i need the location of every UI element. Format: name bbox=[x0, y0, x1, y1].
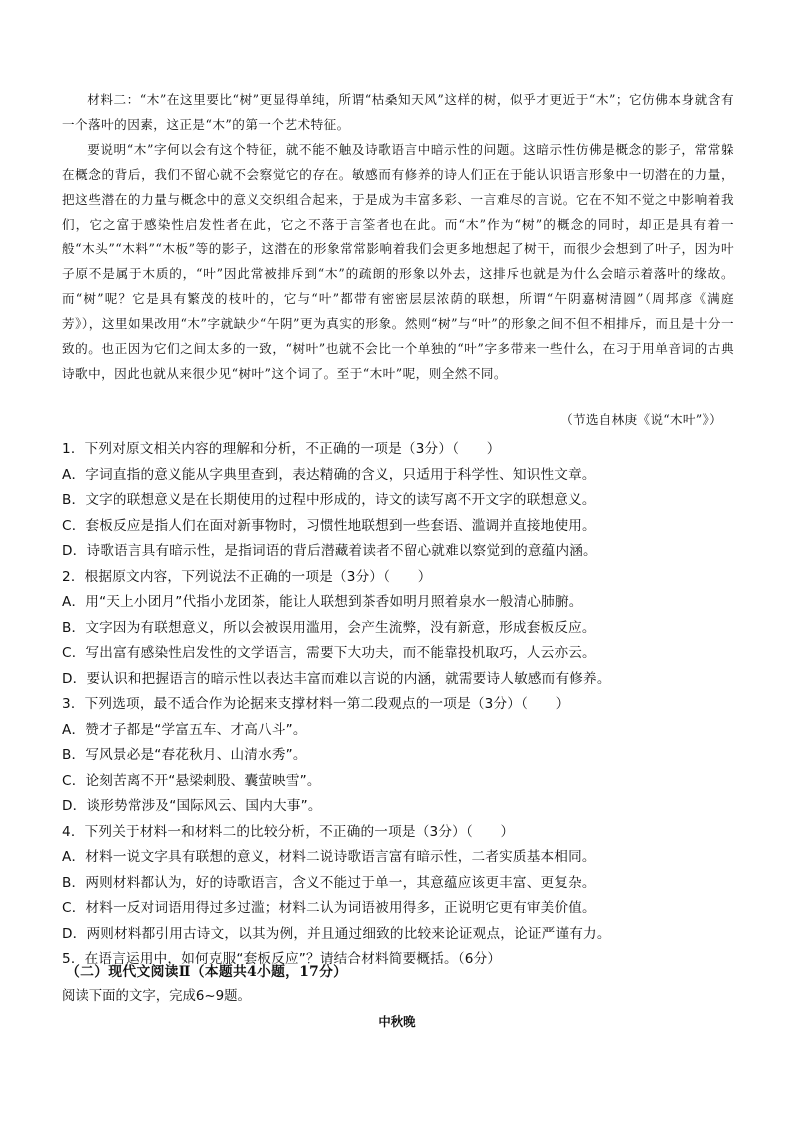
question-1-option-c: C．套板反应是指人们在面对新事物时，习惯性地联想到一些套语、滥调并直接地使用。 bbox=[62, 517, 596, 534]
question-4-option-b: B．两则材料都认为，好的诗歌语言，含义不能过于单一，其意蕴应该更丰富、更复杂。 bbox=[62, 874, 596, 891]
question-1-stem: 1．下列对原文相关内容的理解和分析，不正确的一项是（3分）（ ） bbox=[62, 441, 501, 457]
passage-paragraph: 材料二：“木”在这里要比“树”更显得单纯，所谓“枯桑知天风”这样的树，似乎才更近于“木”；它仿佛本身就含有一个落叶的因素，这正是“木”的第一个艺术特征。 bbox=[62, 92, 734, 132]
question-4-option-d: D．两则材料都引用古诗文，以其为例，并且通过细致的比较来论证观点，论证严谨有力。 bbox=[62, 925, 611, 942]
passage-source: （节选自林庚《说“木叶”》） bbox=[560, 412, 722, 427]
question-list bbox=[62, 437, 742, 973]
question-2-option-c: C．写出富有感染性启发性的文学语言，需要下大功夫，而不能靠投机取巧，人云亦云。 bbox=[62, 645, 596, 661]
reading-passage bbox=[62, 88, 734, 387]
question-5-stem: 5．在语言运用中，如何克服“套板反应”？请结合材料简要概括。（6分） bbox=[62, 951, 502, 967]
question-2-option-b: B．文字因为有联想意义，所以会被误用滥用，会产生流弊，没有新意，形成套板反应。 bbox=[62, 619, 596, 636]
question-3-option-b: B．写风景必是“春花秋月、山清水秀”。 bbox=[62, 747, 307, 763]
question-4-stem: 4．下列关于材料一和材料二的比较分析，不正确的一项是（3分）（ ） bbox=[62, 823, 515, 840]
question-3-option-c: C．论刻苦离不开“悬梁刺股、囊萤映雪”。 bbox=[62, 772, 321, 789]
question-2-option-d: D．要认识和把握语言的暗示性以表达丰富而难以言说的内涵，就需要诗人敏感而有修养。 bbox=[62, 670, 611, 687]
question-3-stem: 3．下列选项，最不适合作为论据来支撑材料一第二段观点的一项是（3分）（ ） bbox=[62, 696, 570, 712]
question-4-option-c: C．材料一反对词语用得过多过滥；材料二认为词语被用得多，正说明它更有审美价值。 bbox=[62, 900, 596, 916]
question-2-option-a: A．用“天上小团月”代指小龙团茶，能让人联想到茶香如明月照着泉水一般清心肺腑。 bbox=[62, 594, 583, 610]
section-heading: （二）现代文阅读Ⅱ（本题共4小题，17分） bbox=[66, 964, 348, 980]
story-title: 中秋晚 bbox=[378, 1014, 416, 1029]
question-2-stem: 2．根据原文内容，下列说法不正确的一项是（3分）（ ） bbox=[62, 568, 432, 585]
question-3-option-a: A．赞才子都是“学富五车、才高八斗”。 bbox=[62, 721, 307, 738]
passage-paragraph: 要说明“木”字何以会有这个特征，就不能不触及诗歌语言中暗示性的问题。这暗示性仿佛是概念的影子，常常躲在概念的背后，我们不留心就不会察觉它的存在。敏感而有修养的诗人们正在于能认识语言形象中一切潜在的力量，把这些潜在的力量与概念中的意义交织组合起来，于是成为丰富多彩、一言难尽的言说。它在不知不觉之中影响着我们，它之富于感染性启发性者在此，它之不落于言筌者也在此。而“木”作为“树”的概念的同时，却正是具有着一般“木头”“木料”“木板”等的影子，这潜在的形象常常影响着我们会更多地想起了树干，而很少会想到了叶子，因为叶子原不是属于木质的，“叶”因此常被排斥到“木”的疏朗的形象以外去，这排斥也就是为什么会暗示着落叶的缘故。而“树”呢？它是具有繁茂的枝叶的，它与“叶”都带有密密层层浓荫的联想，所谓“午阴嘉树清圆”（周邦彦《满庭芳》），这里如果改用“木”字就缺少“午阴”更为真实的形象。然则“树”与“叶”的形象之间不但不相排斥，而且是十分一致的。也正因为它们之间太多的一致，“树叶”也就不会比一个单独的“叶”字多带来一些什么，在习于用单音词的古典诗歌中，因此也就从来很少见“树叶”这个词了。至于“木叶”呢，则全然不同。 bbox=[62, 141, 734, 381]
question-1-option-d: D．诗歌语言具有暗示性，是指词语的背后潜藏着读者不留心就难以察觉到的意蕴内涵。 bbox=[62, 543, 597, 559]
question-1-option-a: A．字词直指的意义能从字典里查到，表达精确的含义，只适用于科学性、知识性文章。 bbox=[62, 466, 596, 483]
question-3-option-d: D．谈形势常涉及“国际风云、国内大事”。 bbox=[62, 798, 322, 814]
question-1-option-b: B．文字的联想意义是在长期使用的过程中形成的，诗文的读写离不开文字的联想意义。 bbox=[62, 492, 596, 508]
section-instruction: 阅读下面的文字，完成6~9题。 bbox=[62, 989, 251, 1004]
question-4-option-a: A．材料一说文字具有联想的意义，材料二说诗歌语言富有暗示性，二者实质基本相同。 bbox=[62, 849, 596, 865]
